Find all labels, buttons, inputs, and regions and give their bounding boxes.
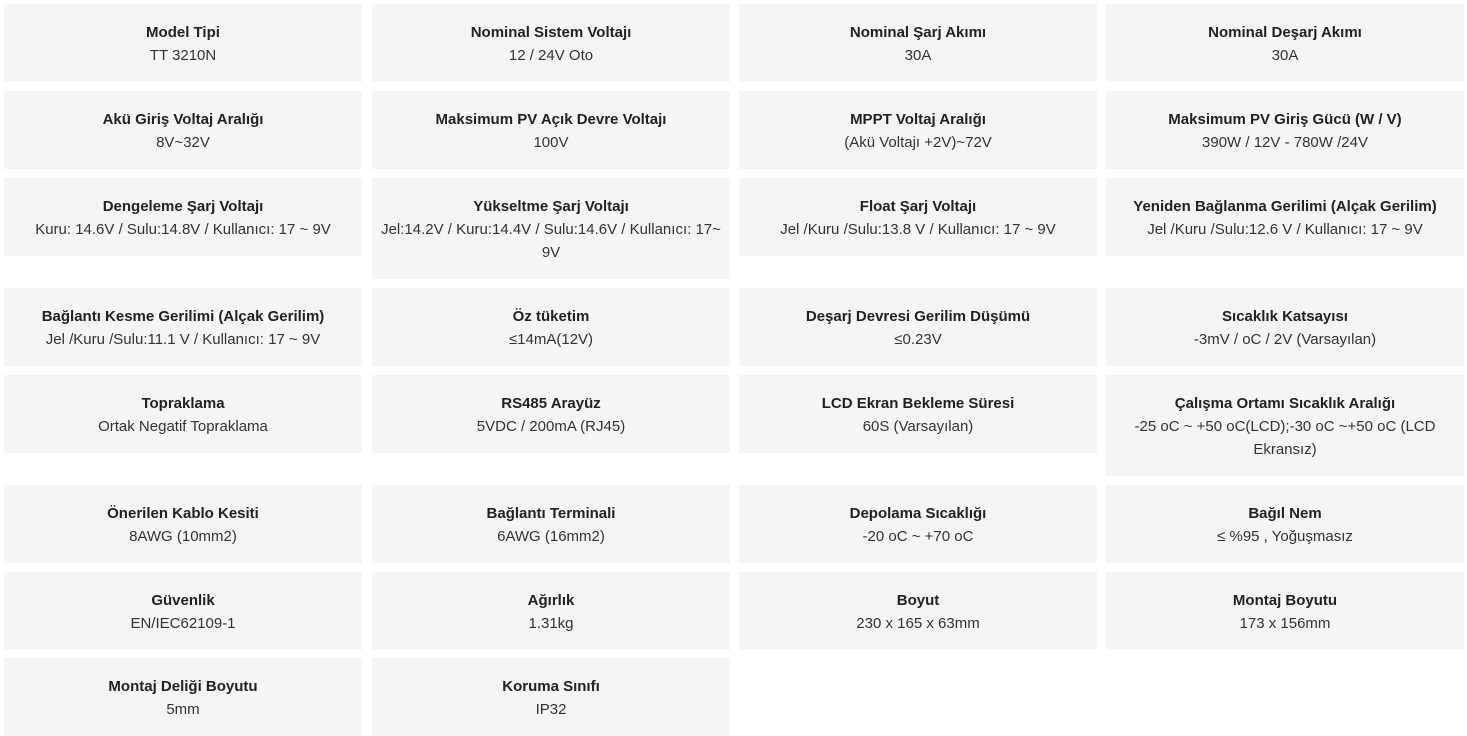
spec-label: Sıcaklık Katsayısı <box>1222 308 1348 325</box>
spec-label: Boyut <box>896 592 940 609</box>
spec-card-mounting-size <box>1106 572 1464 650</box>
spec-card-max-pv-open-circuit-voltage <box>372 91 730 169</box>
spec-card-connection-terminal <box>372 485 730 563</box>
spec-value: EN/IEC62109-1 <box>130 615 236 632</box>
spec-value: -3mV / oC / 2V (Varsayılan) <box>1193 331 1377 348</box>
spec-value: Ortak Negatif Topraklama <box>98 418 268 435</box>
spec-label: Deşarj Devresi Gerilim Düşümü <box>805 308 1031 325</box>
spec-card-equalize-charge-voltage <box>4 178 362 256</box>
spec-label: Dengeleme Şarj Voltajı <box>102 198 264 215</box>
spec-value: -20 oC ~ +70 oC <box>862 528 974 545</box>
spec-label: Nominal Şarj Akımı <box>849 24 987 41</box>
spec-card-nominal-discharge-current <box>1106 4 1464 82</box>
spec-label: Model Tipi <box>146 24 220 41</box>
spec-value: 5VDC / 200mA (RJ45) <box>476 418 626 435</box>
spec-label: Öz tüketim <box>512 308 590 325</box>
spec-card-relative-humidity <box>1106 485 1464 563</box>
spec-label: Maksimum PV Açık Devre Voltajı <box>435 111 667 128</box>
spec-value: 1.31kg <box>528 615 574 632</box>
spec-value: Jel /Kuru /Sulu:11.1 V / Kullanıcı: 17 ~ 9V <box>45 331 321 348</box>
spec-label: MPPT Voltaj Aralığı <box>850 111 986 128</box>
spec-label: Nominal Sistem Voltajı <box>470 24 632 41</box>
spec-card-model-type <box>4 4 362 82</box>
spec-label: Güvenlik <box>151 592 215 609</box>
spec-label: LCD Ekran Bekleme Süresi <box>821 395 1015 412</box>
spec-value: 173 x 156mm <box>1239 615 1331 632</box>
spec-label: Bağlantı Kesme Gerilimi (Alçak Gerilim) <box>41 308 325 325</box>
spec-value: 6AWG (16mm2) <box>497 528 605 545</box>
spec-value: 12 / 24V Oto <box>508 47 594 64</box>
spec-value: TT 3210N <box>149 47 217 64</box>
spec-label: RS485 Arayüz <box>501 395 601 412</box>
spec-card-float-charge-voltage <box>739 178 1097 256</box>
spec-label: Nominal Deşarj Akımı <box>1208 24 1362 41</box>
spec-value: Jel:14.2V / Kuru:14.4V / Sulu:14.6V / Kullanıcı: 17~ 9V <box>381 221 721 261</box>
spec-label: Akü Giriş Voltaj Aralığı <box>102 111 264 128</box>
spec-value: Jel /Kuru /Sulu:13.8 V / Kullanıcı: 17 ~ 9V <box>780 221 1056 238</box>
spec-card-battery-input-voltage-range <box>4 91 362 169</box>
spec-card-operating-temperature-range <box>1106 375 1464 476</box>
spec-label: Koruma Sınıfı <box>502 678 600 695</box>
spec-label: Önerilen Kablo Kesiti <box>107 505 259 522</box>
spec-value: ≤14mA(12V) <box>508 331 594 348</box>
spec-card-safety <box>4 572 362 650</box>
spec-value: 8V~32V <box>156 134 210 151</box>
spec-card-nominal-charge-current <box>739 4 1097 82</box>
spec-card-mounting-hole-size <box>4 658 362 736</box>
spec-label: Maksimum PV Giriş Gücü (W / V) <box>1168 111 1402 128</box>
spec-card-self-consumption <box>372 288 730 366</box>
spec-card-max-pv-input-power <box>1106 91 1464 169</box>
spec-label: Topraklama <box>141 395 225 412</box>
spec-label: Ağırlık <box>527 592 575 609</box>
spec-value: 390W / 12V - 780W /24V <box>1202 134 1368 151</box>
spec-label: Yeniden Bağlanma Gerilimi (Alçak Gerilim) <box>1133 198 1437 215</box>
spec-value: (Akü Voltajı +2V)~72V <box>844 134 992 151</box>
spec-card-discharge-voltage-drop <box>739 288 1097 366</box>
spec-value: 5mm <box>166 701 200 718</box>
spec-card-storage-temperature <box>739 485 1097 563</box>
spec-label: Montaj Boyutu <box>1232 592 1338 609</box>
spec-card-disconnect-voltage <box>4 288 362 366</box>
spec-value: Kuru: 14.6V / Sulu:14.8V / Kullanıcı: 17 ~ 9V <box>35 221 331 238</box>
spec-card-protection-class <box>372 658 730 736</box>
spec-value: 100V <box>533 134 569 151</box>
spec-label: Bağlantı Terminali <box>486 505 616 522</box>
spec-label: Depolama Sıcaklığı <box>849 505 987 522</box>
spec-value: IP32 <box>535 701 567 718</box>
spec-value: 230 x 165 x 63mm <box>856 615 980 632</box>
spec-value: 30A <box>904 47 932 64</box>
spec-value: 8AWG (10mm2) <box>129 528 237 545</box>
spec-value: ≤ %95 , Yoğuşmasız <box>1217 528 1353 545</box>
spec-value: Jel /Kuru /Sulu:12.6 V / Kullanıcı: 17 ~ 9V <box>1147 221 1423 238</box>
spec-card-dimensions <box>739 572 1097 650</box>
spec-card-boost-charge-voltage <box>372 178 730 279</box>
spec-card-recommended-cable-size <box>4 485 362 563</box>
spec-label: Montaj Deliği Boyutu <box>108 678 258 695</box>
spec-label: Bağıl Nem <box>1248 505 1322 522</box>
spec-card-rs485-interface <box>372 375 730 453</box>
spec-card-grounding <box>4 375 362 453</box>
spec-value: 30A <box>1271 47 1299 64</box>
spec-label: Çalışma Ortamı Sıcaklık Aralığı <box>1174 395 1396 412</box>
spec-card-reconnect-voltage <box>1106 178 1464 256</box>
spec-card-mppt-voltage-range <box>739 91 1097 169</box>
spec-value: ≤0.23V <box>894 331 942 348</box>
spec-label: Yükseltme Şarj Voltajı <box>473 198 629 215</box>
spec-card-temperature-coefficient <box>1106 288 1464 366</box>
spec-card-lcd-standby-time <box>739 375 1097 453</box>
spec-card-weight <box>372 572 730 650</box>
spec-value: 60S (Varsayılan) <box>862 418 974 435</box>
spec-value: -25 oC ~ +50 oC(LCD);-30 oC ~+50 oC (LCD Ekransız) <box>1134 418 1436 458</box>
spec-label: Float Şarj Voltajı <box>859 198 977 215</box>
spec-card-nominal-system-voltage <box>372 4 730 82</box>
